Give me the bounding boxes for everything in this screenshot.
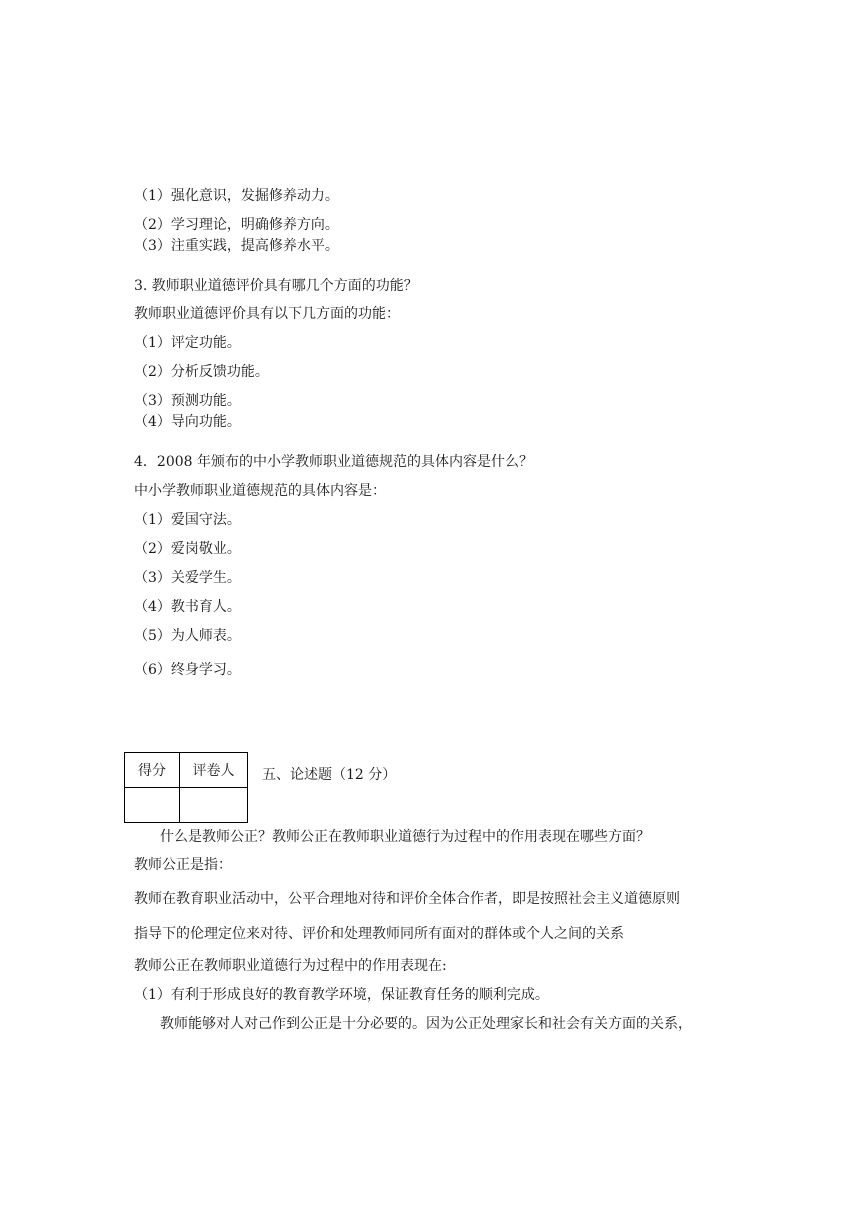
text-line: （4）导向功能。: [134, 414, 241, 430]
text-line: 教师能够对人对己作到公正是十分必要的。因为公正处理家长和社会有关方面的关系，: [160, 1016, 692, 1032]
text-line: 教师公正是指：: [134, 857, 232, 873]
question-heading: 3. 教师职业道德评价具有哪几个方面的功能？: [134, 278, 418, 294]
score-cell[interactable]: [125, 788, 180, 823]
text-line: （3）注重实践，提高修养水平。: [134, 238, 339, 254]
text-line: （6）终身学习。: [134, 662, 241, 678]
section-title: 五、论述题（12 分）: [262, 767, 397, 783]
score-table: [124, 752, 248, 823]
text-line: 教师职业道德评价具有以下几方面的功能：: [134, 306, 400, 322]
essay-question: 什么是教师公正？教师公正在教师职业道德行为过程中的作用表现在哪些方面？: [160, 829, 650, 845]
text-line: 指导下的伦理定位来对待、评价和处理教师同所有面对的群体或个人之间的关系: [134, 926, 624, 942]
text-line: 教师公正在教师职业道德行为过程中的作用表现在:: [134, 958, 447, 974]
text-line: （2）分析反馈功能。: [134, 364, 269, 380]
text-line: （4）教书育人。: [134, 599, 241, 615]
question-heading: 4．2008 年颁布的中小学教师职业道德规范的具体内容是什么？: [134, 454, 533, 470]
text-line: 中小学教师职业道德规范的具体内容是：: [134, 483, 386, 499]
text-line: （1）有利于形成良好的教育教学环境，保证教育任务的顺利完成。: [134, 987, 549, 1003]
text-line: （3）预测功能。: [134, 393, 241, 409]
score-label: 得分: [125, 753, 180, 788]
text-line: （1）评定功能。: [134, 335, 241, 351]
text-line: （1）强化意识，发掘修养动力。: [134, 188, 339, 204]
text-line: （5）为人师表。: [134, 628, 241, 644]
grader-cell[interactable]: [180, 788, 248, 823]
text-line: （2）爱岗敬业。: [134, 541, 241, 557]
text-line: （3）关爱学生。: [134, 570, 241, 586]
text-line: （1）爱国守法。: [134, 512, 241, 528]
text-line: 教师在教育职业活动中，公平合理地对待和评价全体合作者，即是按照社会主义道德原则: [134, 891, 680, 907]
text-line: （2）学习理论，明确修养方向。: [134, 217, 339, 233]
grader-label: 评卷人: [180, 753, 248, 788]
